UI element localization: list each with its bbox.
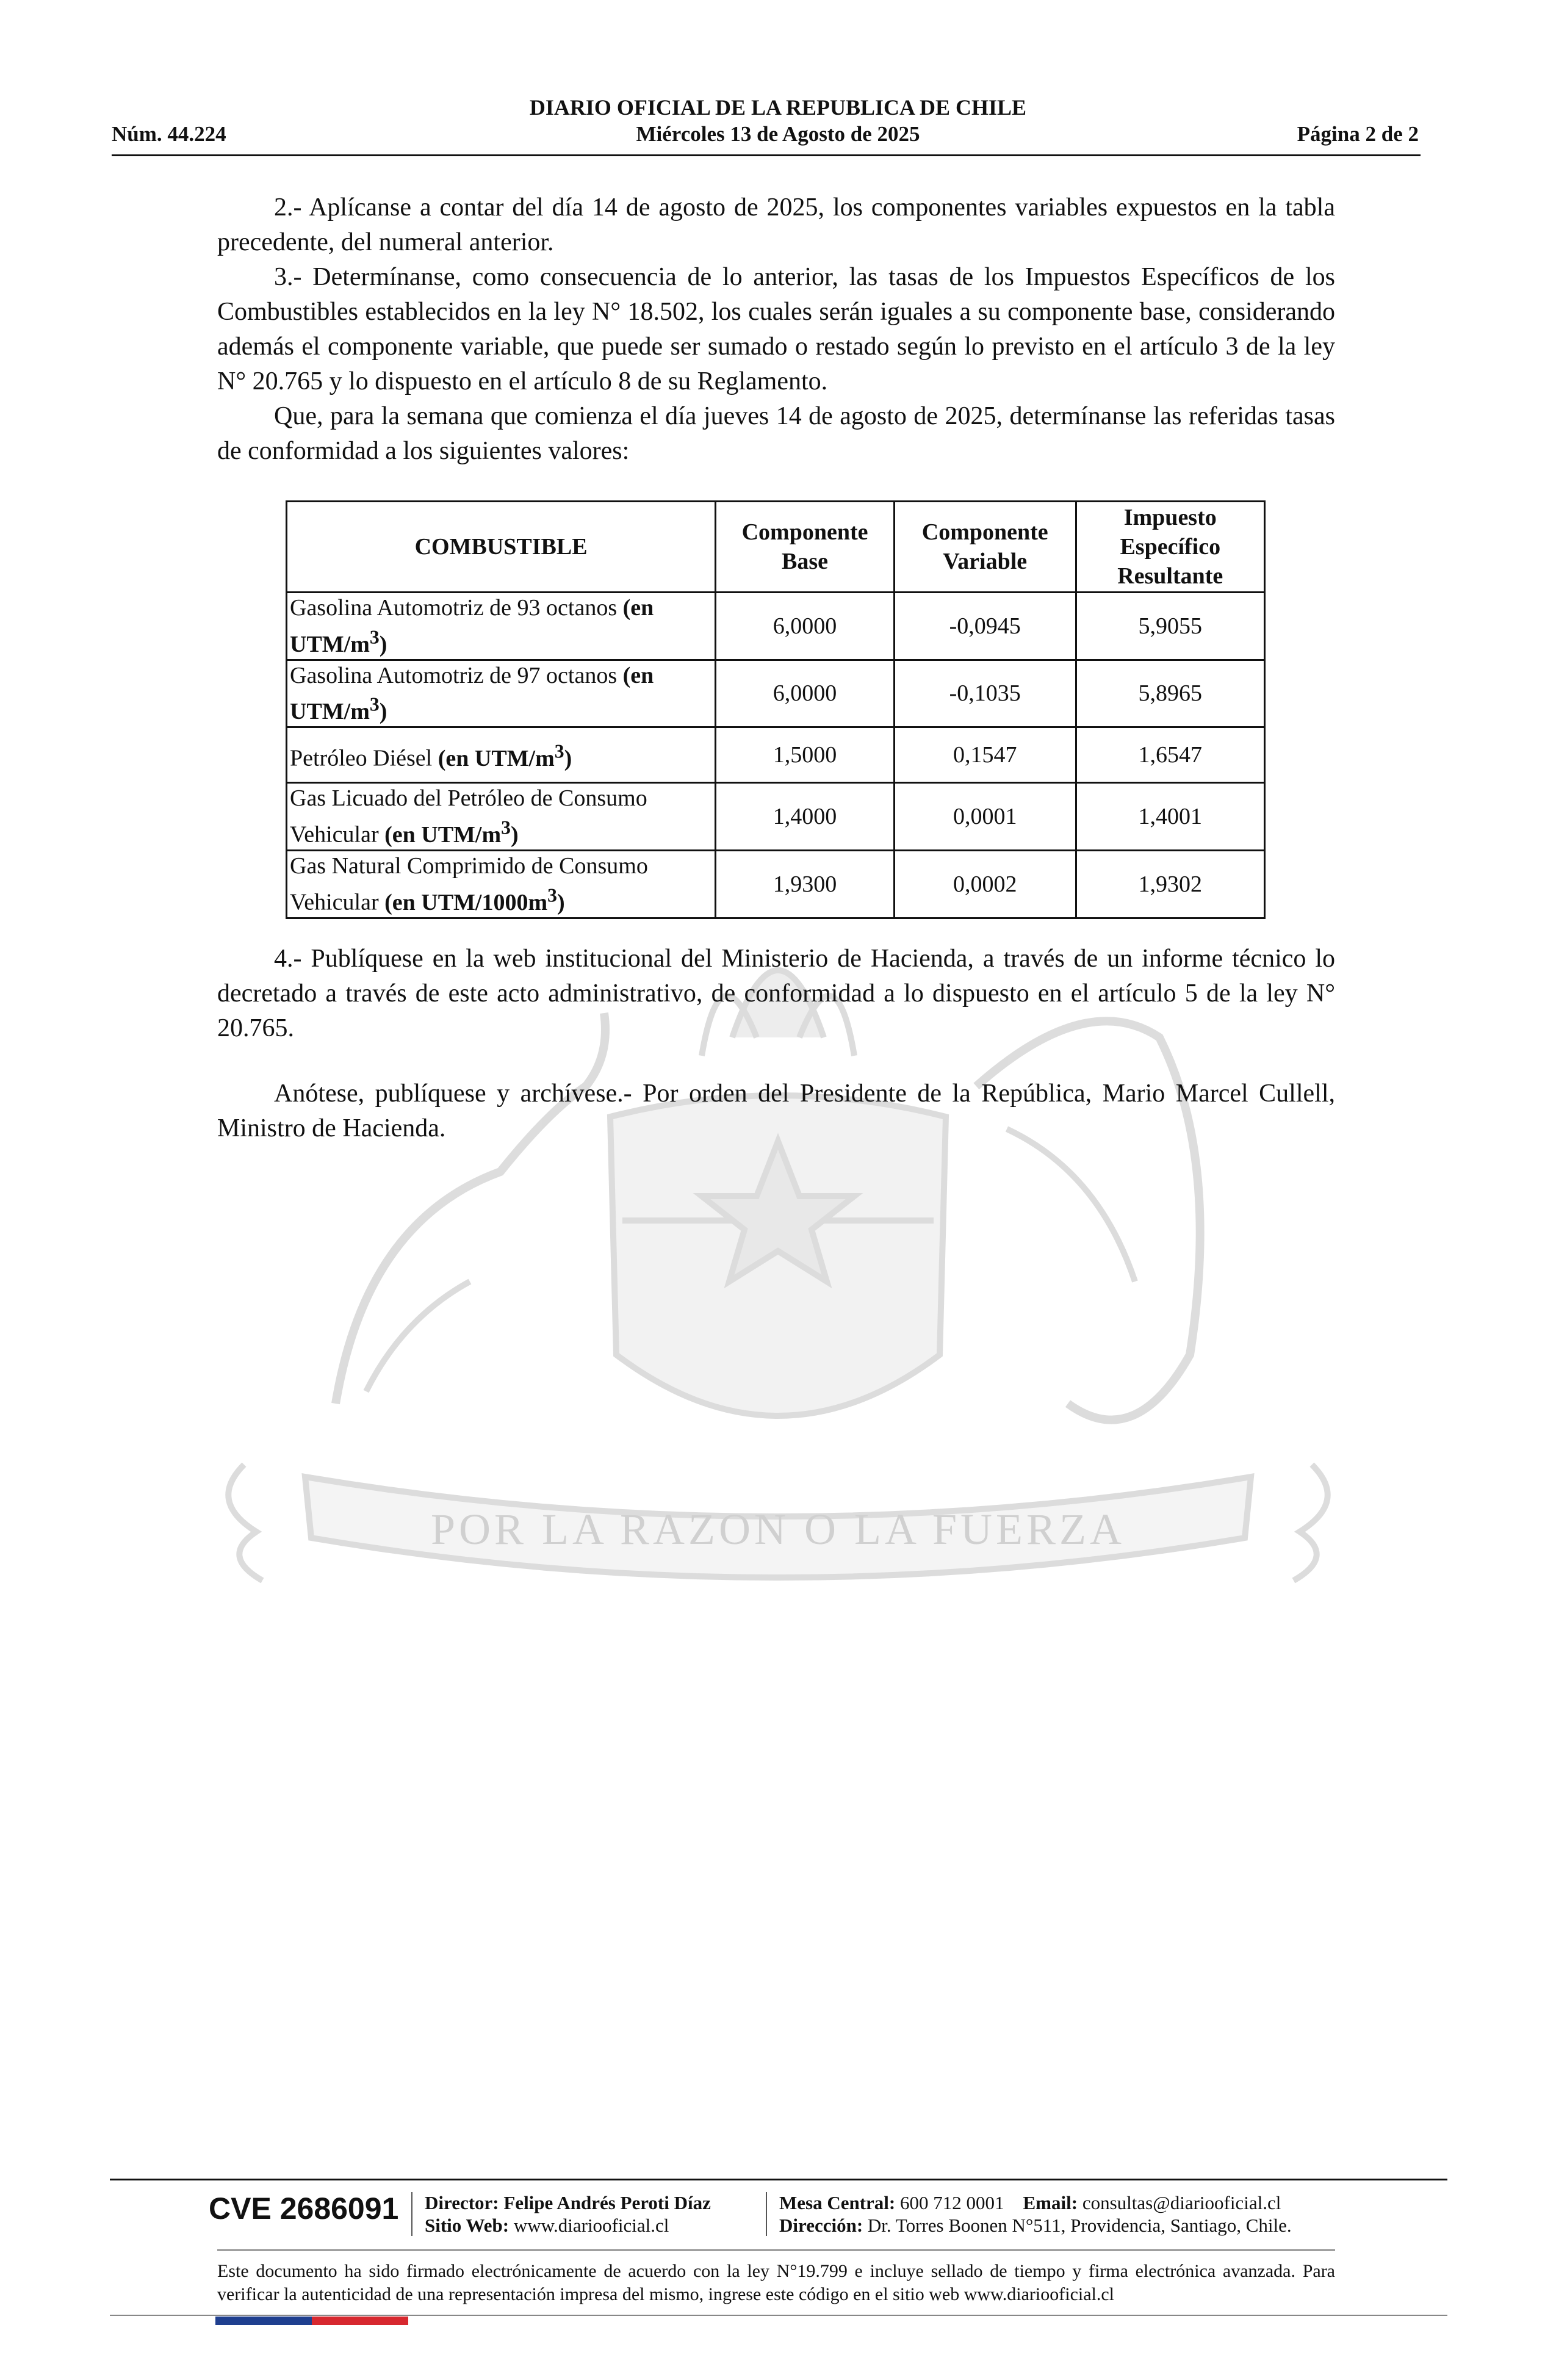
fuel-name: Gas Licuado del Petróleo de Consumo Vehicular (en UTM/$m^3$) xyxy=(287,783,716,851)
footer-separator xyxy=(411,2192,412,2236)
legal-notice: Este documento ha sido firmado electrónicamente de acuerdo con la ley N°19.799 e incluye sellado de tiempo y firma electrónica avanzada. Para verificar la autenticidad de una representación impresa del mismo, ingrese este código en el sitio web www.diariooficial.cl xyxy=(217,2261,1335,2304)
paragraph-4: 4.- Publíquese en la web institucional del Ministerio de Hacienda, a través de un informe técnico lo decretado a través de este acto administrativo, de conformidad a lo dispuesto en el artículo 5 de la ley N° 20.765. xyxy=(217,945,1335,1042)
footer-separator xyxy=(766,2192,767,2236)
footer-bottom-rule xyxy=(110,2315,1447,2316)
table-row xyxy=(287,660,1265,727)
header-divider xyxy=(112,154,1421,156)
watermark-motto: POR LA RAZON O LA FUERZA xyxy=(430,1505,1126,1554)
flag-stripe-blue xyxy=(215,2317,312,2325)
table-row xyxy=(287,727,1265,783)
resultante-value: 1,9302 xyxy=(1076,850,1264,918)
footer-contact-block xyxy=(779,2191,1292,2237)
document-body-bottom xyxy=(217,942,1335,1146)
table-row xyxy=(287,850,1265,918)
paragraph-3: 3.- Determínanse, como consecuencia de lo anterior, las tasas de los Impuestos Específicos de los Combustibles establecidos en la ley N° 18.502, los cuales serán iguales a su componente base, considerando además el componente variable, que puede ser sumado o restado según lo previsto en el artículo 3 de la ley N° 20.765 y lo dispuesto en el artículo 8 de su Reglamento. xyxy=(217,263,1335,395)
website-label: Sitio Web: xyxy=(425,2215,510,2236)
table-header-row xyxy=(287,502,1265,593)
header-combustible: COMBUSTIBLE xyxy=(287,502,716,593)
footer-divider-thin xyxy=(217,2249,1335,2251)
header-componente-base: Componente Base xyxy=(716,502,895,593)
base-value: 1,9300 xyxy=(716,850,895,918)
header-impuesto-resultante: Impuesto Específico Resultante xyxy=(1076,502,1264,593)
director-label: Director: xyxy=(425,2192,499,2213)
email-link[interactable]: consultas@diariooficial.cl xyxy=(1082,2192,1281,2213)
table-row xyxy=(287,783,1265,851)
fuel-tax-table xyxy=(286,500,1266,919)
document-body-top xyxy=(217,190,1335,469)
issue-number: Núm. 44.224 xyxy=(112,122,226,146)
address-label: Dirección: xyxy=(779,2215,863,2236)
variable-value: -0,1035 xyxy=(894,660,1076,727)
base-value: 1,4000 xyxy=(716,783,895,851)
resultante-value: 5,8965 xyxy=(1076,660,1264,727)
issue-date: Miércoles 13 de Agosto de 2025 xyxy=(636,122,920,146)
variable-value: -0,0945 xyxy=(894,593,1076,660)
table-row xyxy=(287,593,1265,660)
flag-stripe-red xyxy=(312,2317,408,2325)
paragraph-que: Que, para la semana que comienza el día jueves 14 de agosto de 2025, determínanse las referidas tasas de conformidad a los siguientes valores: xyxy=(217,402,1335,465)
footer-divider xyxy=(110,2179,1447,2180)
base-value: 1,5000 xyxy=(716,727,895,783)
director-name: Felipe Andrés Peroti Díaz xyxy=(503,2192,711,2213)
fuel-name: Gasolina Automotriz de 93 octanos (en UTM/$m^3$) xyxy=(287,593,716,660)
closing-paragraph: Anótese, publíquese y archívese.- Por orden del Presidente de la República, Mario Marcel Cullell, Ministro de Hacienda. xyxy=(217,1080,1335,1142)
paragraph-2: 2.- Aplícanse a contar del día 14 de agosto de 2025, los componentes variables expuestos en la tabla precedente, del numeral anterior. xyxy=(217,193,1335,256)
variable-value: 0,0002 xyxy=(894,850,1076,918)
page-counter: Página 2 de 2 xyxy=(1297,122,1419,146)
mesa-phone: 600 712 0001 xyxy=(900,2192,1004,2213)
mesa-label: Mesa Central: xyxy=(779,2192,896,2213)
header-componente-variable: Componente Variable xyxy=(894,502,1076,593)
fuel-name: Petróleo Diésel (en UTM/$m^3$) xyxy=(287,727,716,783)
resultante-value: 1,4001 xyxy=(1076,783,1264,851)
address-value: Dr. Torres Boonen N°511, Providencia, Santiago, Chile. xyxy=(867,2215,1292,2236)
newspaper-title: DIARIO OFICIAL DE LA REPUBLICA DE CHILE xyxy=(529,95,1027,120)
resultante-value: 5,9055 xyxy=(1076,593,1264,660)
base-value: 6,0000 xyxy=(716,593,895,660)
footer-director-block xyxy=(425,2191,711,2237)
variable-value: 0,0001 xyxy=(894,783,1076,851)
fuel-name: Gasolina Automotriz de 97 octanos (en UTM/$m^3$) xyxy=(287,660,716,727)
fuel-name: Gas Natural Comprimido de Consumo Vehicular (en UTM/$1000m^3$) xyxy=(287,850,716,918)
variable-value: 0,1547 xyxy=(894,727,1076,783)
website-link[interactable]: www.diariooficial.cl xyxy=(513,2215,669,2236)
cve-code: CVE 2686091 xyxy=(209,2191,399,2226)
resultante-value: 1,6547 xyxy=(1076,727,1264,783)
email-label: Email: xyxy=(1023,2192,1078,2213)
base-value: 6,0000 xyxy=(716,660,895,727)
